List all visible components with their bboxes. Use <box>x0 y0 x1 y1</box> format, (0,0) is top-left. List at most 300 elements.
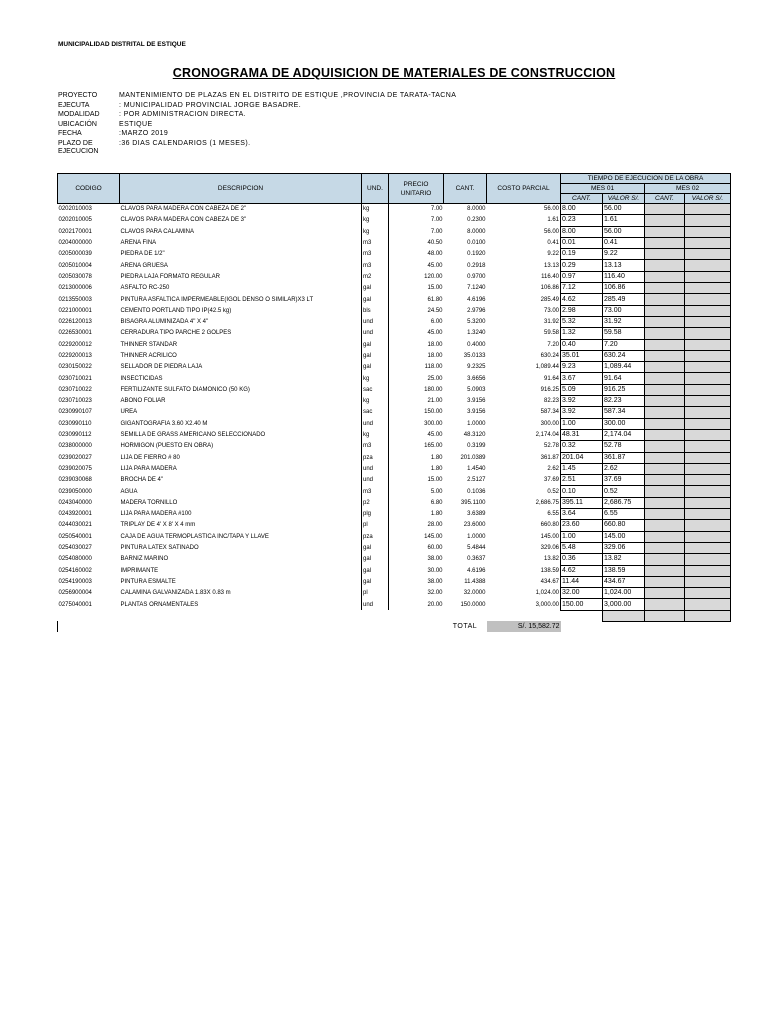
cell-codigo: 0221000001 <box>58 307 92 314</box>
cell-descripcion: CAJA DE AGUA TERMOPLASTICA INC/TAPA Y LLAVE <box>120 531 362 542</box>
cell-costo: 1,089.44 <box>535 364 559 371</box>
cell-codigo: 0226530001 <box>58 330 92 337</box>
cell-costo: 73.00 <box>543 307 559 314</box>
cell-codigo: 0230990110 <box>58 420 92 427</box>
cell-codigo: 0254080000 <box>58 556 92 563</box>
cell-mes2-valor <box>685 418 731 429</box>
cell-mes2-cant <box>645 554 685 565</box>
cell-mes2-valor <box>685 565 731 576</box>
cell-codigo: 0254160002 <box>58 567 92 574</box>
cell-codigo: 0275040001 <box>58 601 92 608</box>
cell-cant: 0.9700 <box>467 273 486 280</box>
cell-costo: 56.00 <box>543 228 559 235</box>
cell-precio: 1.80 <box>430 511 443 518</box>
cell-und: pza <box>362 531 389 542</box>
cell-mes2-cant <box>645 565 685 576</box>
cell-cant: 0.2300 <box>467 217 486 224</box>
organization-name: MUNICIPALIDAD DISTRITAL DE ESTIQUE <box>58 41 186 48</box>
cell-costo: 329.06 <box>540 545 559 552</box>
cell-codigo: 0205010004 <box>58 262 92 269</box>
cell-codigo: 0213000006 <box>58 285 92 292</box>
cell-codigo: 0202170001 <box>58 228 92 235</box>
cell-mes1-cant: 7.12 <box>561 283 603 294</box>
cell-mes2-cant <box>645 509 685 520</box>
cell-mes1-valor: 9.22 <box>603 249 645 260</box>
cell-precio: 45.00 <box>427 432 443 439</box>
cell-mes2-valor <box>685 204 731 215</box>
table-row <box>58 429 731 440</box>
cell-mes1-valor: 329.06 <box>603 542 645 553</box>
cell-mes1-cant: 23.60 <box>561 520 603 531</box>
cell-costo: 82.23 <box>543 398 559 405</box>
cell-descripcion: LIJA DE FIERRO # 80 <box>120 452 362 463</box>
cell-mes2-valor <box>685 463 731 474</box>
cell-mes2-valor <box>685 215 731 226</box>
cell-descripcion: THINNER ACRILICO <box>120 350 362 361</box>
cell-und: gal <box>362 554 389 565</box>
cell-mes1-valor: 7.20 <box>603 339 645 350</box>
cell-cant: 0.0100 <box>467 240 486 247</box>
cell-costo: 52.78 <box>543 443 559 450</box>
cell-mes1-valor: 3,000.00 <box>603 599 645 610</box>
cell-cant: 0.1036 <box>467 488 486 495</box>
table-row <box>58 396 731 407</box>
cell-und: kg <box>362 226 389 237</box>
cell-mes2-valor <box>685 396 731 407</box>
cell-mes2-valor <box>685 452 731 463</box>
cell-costo: 145.00 <box>540 533 559 540</box>
cell-mes2-valor <box>685 576 731 587</box>
cell-costo: 285.49 <box>540 296 559 303</box>
meta-value: :MARZO 2019 <box>119 130 169 138</box>
cell-precio: 18.00 <box>427 353 443 359</box>
blank-cell <box>603 610 645 621</box>
cell-mes1-cant: 1.00 <box>561 418 603 429</box>
table-row <box>58 294 731 305</box>
cell-mes2-valor <box>685 283 731 294</box>
cell-mes2-valor <box>685 542 731 553</box>
cell-mes2-valor <box>685 305 731 316</box>
cell-costo: 916.25 <box>540 386 559 393</box>
cell-mes1-cant: 3.92 <box>561 407 603 418</box>
cell-descripcion: PIEDRA LAJA FORMATO REGULAR <box>120 271 362 282</box>
cell-mes2-valor <box>685 226 731 237</box>
cell-cant: 4.6196 <box>467 296 486 303</box>
header-mes-01: MES 01 <box>561 184 645 194</box>
cell-mes2-valor <box>685 271 731 282</box>
cell-costo: 2.62 <box>547 465 559 472</box>
cell-precio: 18.00 <box>427 341 443 348</box>
table-row <box>58 588 731 599</box>
cell-mes1-cant: 8.00 <box>561 204 603 215</box>
cell-codigo: 0229200013 <box>58 353 92 359</box>
header-precio: PRECIO UNITARIO <box>389 174 444 204</box>
cell-costo: 0.52 <box>547 488 559 495</box>
cell-codigo: 0254030027 <box>58 545 92 552</box>
table-row <box>58 373 731 384</box>
cell-und: kg <box>362 373 389 384</box>
cell-descripcion: MADERA TORNILLO <box>120 497 362 508</box>
cell-und: m3 <box>362 249 389 260</box>
cell-descripcion: CEMENTO PORTLAND TIPO IP(42.5 kg) <box>120 305 362 316</box>
table-row <box>58 339 731 350</box>
cell-costo: 660.80 <box>540 522 559 529</box>
cell-codigo: 0243040000 <box>58 499 92 506</box>
cell-mes1-valor: 300.00 <box>603 418 645 429</box>
cell-und: kg <box>362 204 389 215</box>
cell-mes2-cant <box>645 384 685 395</box>
cell-descripcion: PINTURA LATEX SATINADO <box>120 542 362 553</box>
cell-codigo: 0239020027 <box>58 454 92 461</box>
cell-costo: 106.86 <box>540 285 559 292</box>
cell-precio: 120.00 <box>424 273 443 280</box>
cell-descripcion: BISAGRA ALUMINIZADA 4" X 4" <box>120 316 362 327</box>
blank-cell <box>487 610 561 621</box>
table-row <box>58 350 731 361</box>
cell-mes1-cant: 11.44 <box>561 576 603 587</box>
cell-codigo: 0239050000 <box>58 488 92 495</box>
cell-und: gal <box>362 350 389 361</box>
cell-mes1-cant: 5.09 <box>561 384 603 395</box>
cell-cant: 0.2918 <box>467 262 486 269</box>
cell-und: gal <box>362 542 389 553</box>
cell-precio: 7.00 <box>430 228 443 235</box>
blank-cell <box>362 610 389 621</box>
cell-und: pl <box>362 588 389 599</box>
cell-mes2-valor <box>685 497 731 508</box>
blank-row <box>58 610 731 621</box>
cell-descripcion: FERTILIZANTE SULFATO DIAMONICO (50 KG) <box>120 384 362 395</box>
cell-mes2-cant <box>645 204 685 215</box>
cell-mes1-cant: 5.32 <box>561 316 603 327</box>
header-costo: COSTO PARCIAL <box>487 174 561 204</box>
cell-precio: 118.00 <box>424 364 443 371</box>
meta-value: : MUNICIPALIDAD PROVINCIAL JORGE BASADRE. <box>119 101 302 109</box>
cell-und: m2 <box>362 271 389 282</box>
meta-label: MODALIDAD <box>58 111 100 119</box>
cell-codigo: 0239030068 <box>58 477 92 484</box>
cell-mes1-valor: 13.13 <box>603 260 645 271</box>
cell-und: sac <box>362 407 389 418</box>
cell-und: sac <box>362 384 389 395</box>
cell-mes2-valor <box>685 599 731 610</box>
cell-costo: 31.92 <box>543 319 559 326</box>
cell-costo: 37.69 <box>543 477 559 484</box>
cell-und: kg <box>362 215 389 226</box>
cell-und: gal <box>362 565 389 576</box>
cell-costo: 587.34 <box>540 409 559 416</box>
table-row <box>58 531 731 542</box>
cell-und: kg <box>362 396 389 407</box>
cell-precio: 7.00 <box>430 217 443 224</box>
cell-mes2-cant <box>645 407 685 418</box>
cell-mes1-cant: 2.51 <box>561 475 603 486</box>
cell-cant: 0.3637 <box>467 556 486 563</box>
cell-mes1-valor: 145.00 <box>603 531 645 542</box>
cell-precio: 150.00 <box>424 409 443 416</box>
cell-mes1-cant: 4.62 <box>561 294 603 305</box>
header-mes1-valor: VALOR S/. <box>603 194 645 204</box>
cell-descripcion: ARENA FINA <box>120 237 362 248</box>
header-tiempo: TIEMPO DE EJECUCION DE LA OBRA <box>561 174 731 184</box>
cell-precio: 15.00 <box>427 285 443 292</box>
document-title: CRONOGRAMA DE ADQUISICION DE MATERIALES DE CONSTRUCCION <box>172 66 616 80</box>
table-row <box>58 497 731 508</box>
cell-mes2-cant <box>645 452 685 463</box>
cell-mes2-valor <box>685 588 731 599</box>
cell-costo: 13.13 <box>543 262 559 269</box>
cell-descripcion: SELLADOR DE PIEDRA LAJA <box>120 362 362 373</box>
cell-mes1-valor: 6.55 <box>603 509 645 520</box>
cell-mes2-valor <box>685 531 731 542</box>
cell-mes1-valor: 91.64 <box>603 373 645 384</box>
cell-mes2-cant <box>645 396 685 407</box>
cell-costo: 116.40 <box>541 273 559 280</box>
cell-und: und <box>362 418 389 429</box>
cell-und: gal <box>362 576 389 587</box>
table-row <box>58 542 731 553</box>
table-row <box>58 407 731 418</box>
cell-costo: 2,686.75 <box>535 499 559 506</box>
cell-codigo: 0226120013 <box>58 319 92 326</box>
cell-descripcion: ARENA GRUESA <box>120 260 362 271</box>
cell-cant: 201.0389 <box>460 454 486 461</box>
meta-modalidad <box>58 110 456 120</box>
meta-value: :36 DIAS CALENDARIOS (1 MESES). <box>119 139 251 147</box>
cell-descripcion: BARNIZ MARINO <box>120 554 362 565</box>
cell-mes2-cant <box>645 497 685 508</box>
cell-mes1-valor: 106.86 <box>603 283 645 294</box>
cell-codigo: 0204000000 <box>58 240 92 247</box>
cell-codigo: 0254190003 <box>58 578 92 585</box>
cell-mes1-cant: 0.19 <box>561 249 603 260</box>
meta-label: PROYECTO <box>58 92 98 99</box>
blank-cell <box>685 610 731 621</box>
table-row <box>58 441 731 452</box>
total-spacer <box>58 621 444 632</box>
cell-mes1-valor: 1.61 <box>603 215 645 226</box>
table-row <box>58 283 731 294</box>
cell-mes2-valor <box>685 486 731 497</box>
cell-descripcion: TRIPLAY DE 4' X 8' X 4 mm <box>120 520 362 531</box>
table-row <box>58 509 731 520</box>
cell-mes1-cant: 0.29 <box>561 260 603 271</box>
cell-mes1-cant: 8.00 <box>561 226 603 237</box>
cell-mes1-valor: 0.52 <box>603 486 645 497</box>
materials-table <box>57 173 731 632</box>
cell-costo: 630.24 <box>540 353 559 359</box>
cell-mes1-cant: 2.98 <box>561 305 603 316</box>
cell-mes2-cant <box>645 441 685 452</box>
cell-cant: 1.4540 <box>467 465 486 472</box>
cell-mes1-valor: 56.00 <box>603 226 645 237</box>
meta-fecha <box>58 129 456 139</box>
cell-cant: 5.0903 <box>467 386 486 393</box>
blank-cell <box>645 610 685 621</box>
meta-proyecto <box>58 91 456 101</box>
cell-und: m3 <box>362 441 389 452</box>
cell-codigo: 0238000000 <box>58 443 92 450</box>
cell-mes2-cant <box>645 520 685 531</box>
cell-costo: 2,174.04 <box>535 432 559 439</box>
cell-mes2-valor <box>685 350 731 361</box>
cell-mes1-cant: 3.92 <box>561 396 603 407</box>
cell-mes2-cant <box>645 237 685 248</box>
cell-precio: 20.00 <box>427 601 443 608</box>
cell-precio: 48.00 <box>427 251 443 258</box>
cell-codigo: 0230710023 <box>58 398 92 405</box>
cell-costo: 0.41 <box>547 240 559 247</box>
cell-precio: 180.00 <box>424 386 443 393</box>
cell-mes1-cant: 0.01 <box>561 237 603 248</box>
cell-mes2-valor <box>685 316 731 327</box>
cell-precio: 28.00 <box>427 522 443 529</box>
table-row <box>58 249 731 260</box>
cell-mes1-cant: 0.10 <box>561 486 603 497</box>
cell-mes1-valor: 2,686.75 <box>603 497 645 508</box>
table-row <box>58 362 731 373</box>
cell-precio: 60.00 <box>427 545 443 552</box>
cell-descripcion: CLAVOS PARA CALAMINA <box>120 226 362 237</box>
cell-mes1-cant: 48.31 <box>561 429 603 440</box>
cell-cant: 3.6656 <box>467 375 486 382</box>
cell-codigo: 0205030078 <box>58 273 92 280</box>
table-row <box>58 305 731 316</box>
cell-mes1-cant: 150.00 <box>561 599 603 610</box>
cell-mes1-cant: 0.97 <box>561 271 603 282</box>
cell-cant: 1.3240 <box>467 330 486 337</box>
header-mes1-cant: CANT. <box>561 194 603 204</box>
cell-mes2-valor <box>685 362 731 373</box>
cell-mes1-cant: 35.01 <box>561 350 603 361</box>
cell-mes2-valor <box>685 384 731 395</box>
cell-mes1-cant: 32.00 <box>561 588 603 599</box>
blank-cell <box>120 610 362 621</box>
cell-costo: 434.67 <box>540 578 559 585</box>
header-mes-02: MES 02 <box>645 184 731 194</box>
cell-mes1-valor: 56.00 <box>603 204 645 215</box>
cell-descripcion: ASFALTO RC-250 <box>120 283 362 294</box>
cell-cant: 48.3120 <box>463 432 486 439</box>
cell-mes2-cant <box>645 373 685 384</box>
cell-und: und <box>362 463 389 474</box>
cell-und: m3 <box>362 486 389 497</box>
table-row <box>58 576 731 587</box>
cell-codigo: 0205000039 <box>58 251 92 258</box>
cell-mes2-cant <box>645 294 685 305</box>
cell-costo: 6.55 <box>547 511 559 518</box>
meta-label: FECHA <box>58 130 82 138</box>
cell-mes2-cant <box>645 576 685 587</box>
cell-precio: 6.80 <box>430 499 443 506</box>
cell-mes2-valor <box>685 407 731 418</box>
cell-descripcion: CLAVOS PARA MADERA CON CABEZA DE 3" <box>120 215 362 226</box>
cell-und: m3 <box>362 237 389 248</box>
cell-precio: 32.00 <box>427 590 443 597</box>
cell-cant: 35.0133 <box>463 353 486 359</box>
cell-descripcion: GIGANTOGRAFIA 3.60 X2.40 M <box>120 418 362 429</box>
cell-mes2-cant <box>645 362 685 373</box>
cell-mes1-cant: 3.64 <box>561 509 603 520</box>
cell-mes1-valor: 630.24 <box>603 350 645 361</box>
cell-descripcion: PINTURA ASFALTICA IMPERMEABLE(IGOL DENSO O SIMILAR)X3 LT <box>120 294 362 305</box>
cell-und: und <box>362 316 389 327</box>
cell-und: kg <box>362 429 389 440</box>
cell-descripcion: CLAVOS PARA MADERA CON CABEZA DE 2" <box>120 204 362 215</box>
cell-precio: 6.00 <box>430 319 443 326</box>
cell-mes1-valor: 285.49 <box>603 294 645 305</box>
cell-mes2-cant <box>645 418 685 429</box>
cell-mes1-cant: 5.48 <box>561 542 603 553</box>
cell-mes1-valor: 31.92 <box>603 316 645 327</box>
blank-cell <box>58 610 120 621</box>
cell-codigo: 0250540001 <box>58 533 92 540</box>
header-mes2-cant: CANT. <box>645 194 685 204</box>
cell-precio: 7.00 <box>430 206 443 213</box>
cell-mes1-valor: 2,174.04 <box>603 429 645 440</box>
cell-mes2-cant <box>645 328 685 339</box>
cell-cant: 3.9156 <box>467 409 486 416</box>
total-label: TOTAL <box>452 622 478 630</box>
table-row <box>58 384 731 395</box>
cell-descripcion: CALAMINA GALVANIZADA 1.83X 0.83 m <box>120 588 362 599</box>
cell-und: pl <box>362 520 389 531</box>
cell-codigo: 0243920001 <box>58 511 92 518</box>
cell-descripcion: AGUA <box>120 486 362 497</box>
cell-costo: 9.22 <box>547 251 559 258</box>
total-value: S/. 15,582.72 <box>487 621 561 632</box>
cell-costo: 1.61 <box>547 217 559 224</box>
cell-und: pza <box>362 452 389 463</box>
cell-mes1-cant: 0.40 <box>561 339 603 350</box>
cell-cant: 150.0000 <box>460 601 486 608</box>
cell-mes1-valor: 434.67 <box>603 576 645 587</box>
cell-mes1-cant: 1.32 <box>561 328 603 339</box>
cell-und: m3 <box>362 260 389 271</box>
cell-descripcion: CERRADURA TIPO PARCHE 2 GOLPES <box>120 328 362 339</box>
meta-ubicacion <box>58 120 456 130</box>
cell-codigo: 0229200012 <box>58 341 92 348</box>
cell-mes1-valor: 660.80 <box>603 520 645 531</box>
table-row <box>58 565 731 576</box>
meta-plazo <box>58 140 456 155</box>
cell-costo: 13.82 <box>543 556 559 563</box>
cell-costo: 3,000.00 <box>535 601 559 608</box>
cell-und: und <box>362 599 389 610</box>
cell-mes1-cant: 0.32 <box>561 441 603 452</box>
cell-mes2-cant <box>645 542 685 553</box>
cell-mes1-valor: 52.78 <box>603 441 645 452</box>
table-row <box>58 237 731 248</box>
cell-mes2-cant <box>645 215 685 226</box>
cell-mes2-valor <box>685 339 731 350</box>
cell-mes2-cant <box>645 305 685 316</box>
cell-mes1-valor: 1,024.00 <box>603 588 645 599</box>
table-row <box>58 486 731 497</box>
cell-mes2-cant <box>645 429 685 440</box>
cell-cant: 2.9796 <box>467 307 486 314</box>
cell-mes2-valor <box>685 429 731 440</box>
cell-descripcion: IMPRIMANTE <box>120 565 362 576</box>
meta-label: EJECUTA <box>58 101 90 109</box>
cell-mes2-cant <box>645 226 685 237</box>
cell-codigo: 0244030021 <box>58 522 92 529</box>
cell-costo: 59.58 <box>543 330 559 337</box>
cell-und: p2 <box>362 497 389 508</box>
cell-costo: 300.00 <box>540 420 559 427</box>
cell-precio: 165.00 <box>424 443 443 450</box>
cell-descripcion: THINNER STANDAR <box>120 339 362 350</box>
